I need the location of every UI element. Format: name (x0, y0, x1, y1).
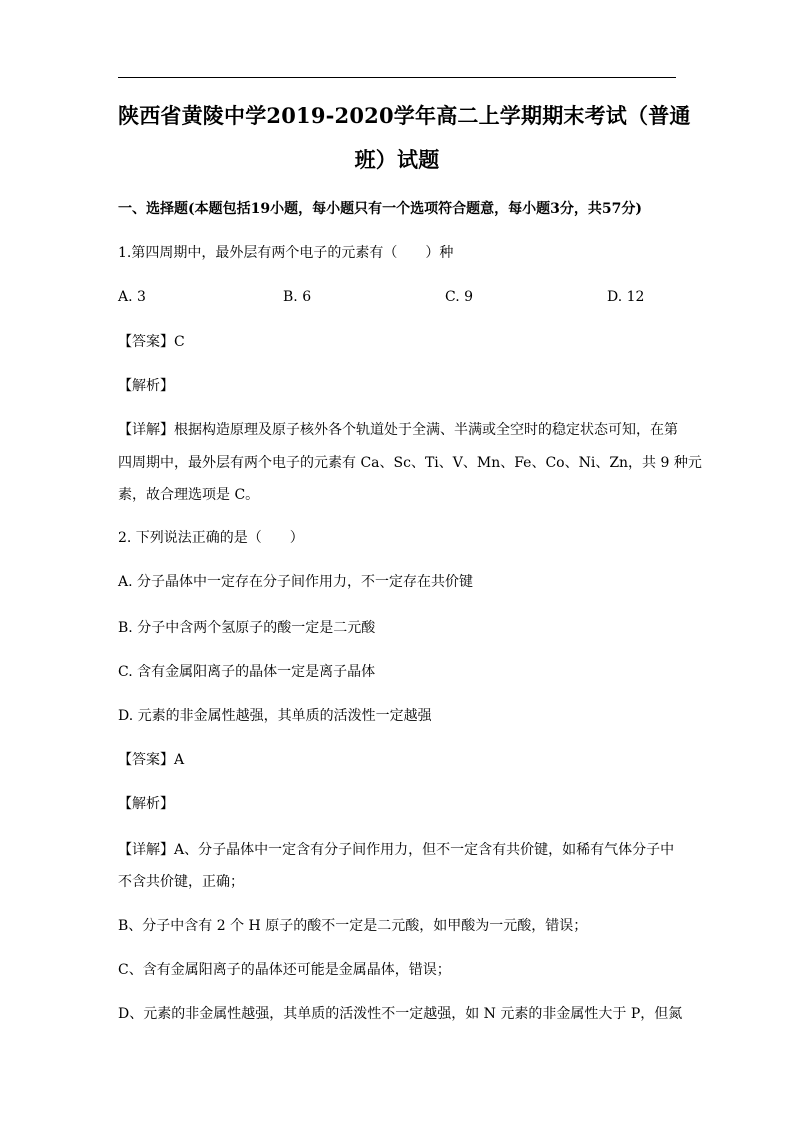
question-1-detail-line-2: 四周期中，最外层有两个电子的元素有 Ca、Sc、Ti、V、Mn、Fe、Co、Ni、Zn，共 9 种元 (118, 455, 702, 471)
question-1-option-b: B. 6 (283, 289, 312, 305)
question-2-answer: 【答案】A (118, 752, 185, 768)
doc-title-line-1: 陕西省黄陵中学2019-2020学年高二上学期期末考试（普通 (118, 103, 691, 128)
doc-title-line-2: 班）试题 (354, 147, 440, 172)
question-1-option-a: A. 3 (118, 289, 146, 305)
header-rule (118, 77, 676, 78)
question-2-option-a: A. 分子晶体中一定存在分子间作用力，不一定存在共价键 (118, 574, 474, 590)
question-1-stem: 1.第四周期中，最外层有两个电子的元素有（ ）种 (118, 245, 454, 261)
question-1-detail-line-1: 【详解】根据构造原理及原子核外各个轨道处于全满、半满或全空时的稳定状态可知，在第 (118, 422, 678, 438)
question-2-option-c: C. 含有金属阳离子的晶体一定是离子晶体 (118, 664, 376, 680)
question-1-option-c: C. 9 (445, 289, 474, 305)
question-2-detail-line-2: 不含共价键，正确； (118, 874, 244, 890)
question-1-answer: 【答案】C (118, 334, 185, 350)
question-1-analysis-label: 【解析】 (118, 378, 174, 394)
question-2-option-b: B. 分子中含两个氢原子的酸一定是二元酸 (118, 620, 376, 636)
question-2-stem: 2. 下列说法正确的是（ ） (118, 530, 304, 546)
question-2-detail-line-1: 【详解】A、分子晶体中一定含有分子间作用力，但不一定含有共价键，如稀有气体分子中 (118, 842, 675, 858)
question-2-detail-line-3: B、分子中含有 2 个 H 原子的酸不一定是二元酸，如甲酸为一元酸，错误； (118, 918, 588, 934)
section-heading: 一、选择题(本题包括19小题，每小题只有一个选项符合题意，每小题3分，共57分) (118, 201, 642, 217)
question-1-option-d: D. 12 (607, 289, 645, 305)
question-2-analysis-label: 【解析】 (118, 796, 174, 812)
question-2-detail-line-4: C、含有金属阳离子的晶体还可能是金属晶体，错误； (118, 962, 451, 978)
question-2-option-d: D. 元素的非金属性越强，其单质的活泼性一定越强 (118, 708, 432, 724)
question-2-detail-line-5: D、元素的非金属性越强，其单质的活泼性不一定越强，如 N 元素的非金属性大于 P，但氮 (118, 1006, 683, 1022)
question-1-detail-line-3: 素，故合理选项是 C。 (118, 487, 260, 503)
